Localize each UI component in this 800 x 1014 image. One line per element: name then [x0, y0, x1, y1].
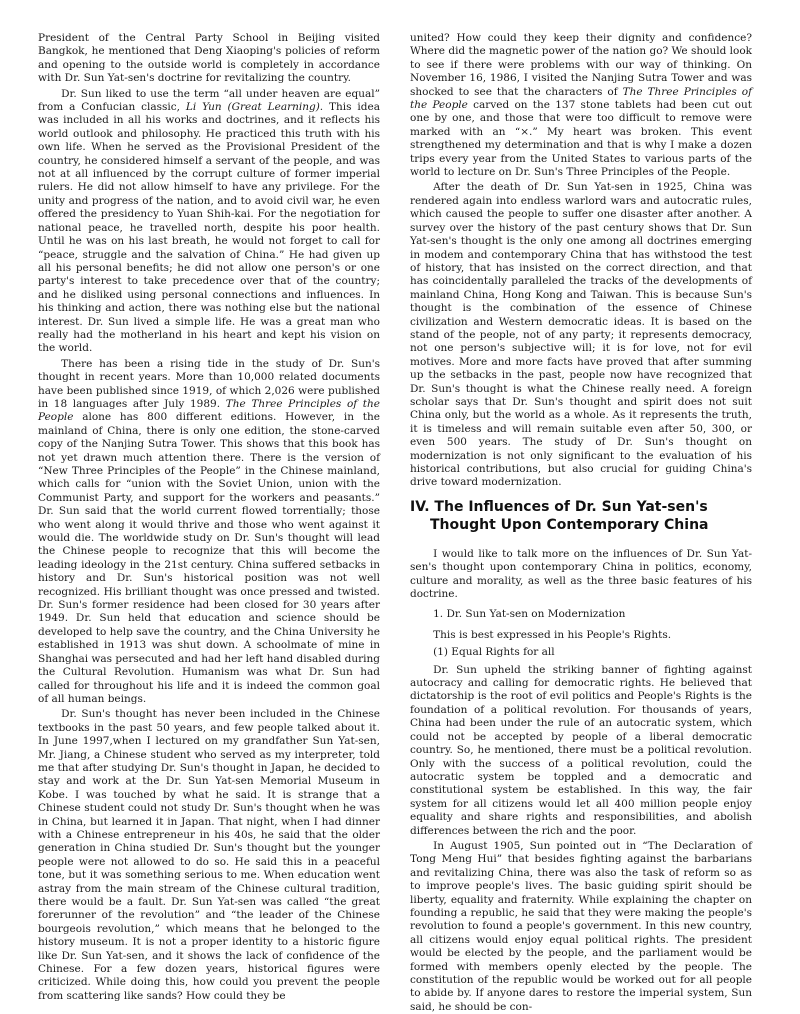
- left-column: [38, 32, 380, 1003]
- paragraph-text: Dr. Sun liked to use the term “all under heaven are equal” from a Confucian classic,: [38, 87, 380, 114]
- paragraph: In August 1905, Sun pointed out in “The Declaration of Tong Meng Hui” that besides fighting against the barbarians and revitalizing China, there was also the task of reform so as to improve people's lives. The basic guiding spirit should be liberty, equality and fraternity. While explaining the chapter on founding a republic, he said that they were making the people's revolution to found a people's government. In this new country, all citizens would enjoy equal political rights. The president would be elected by the people, and the parliament would be formed with members openly elected by the people. The constitution of the republic would be worked out for all people to abide by. If anyone dares to restore the imperial system, Sun said, he should be con-: [410, 839, 752, 1013]
- paragraph: Dr. Sun's thought has never been included in the Chinese textbooks in the past 50 years, and few people talked about it. In June 1997,when I lectured on my grandfather Sun Yat-sen, Mr. Jiang, a Chinese student who served as my interpreter, told me that after studying Dr. Sun's thought in Japan, he decided to stay and work at the Dr. Sun Yat-sen Memorial Museum in Kobe. I was touched by what he said. It is strange that a Chinese student could not study Dr. Sun's thought when he was in China, but learned it in Japan. That night, when I had dinner with a Chinese entrepreneur in his 40s, he said that the older generation in China studied Dr. Sun's thought but the younger people were not allowed to do so. He said this in a peaceful tone, but it was something serious to me. When education went astray from the main stream of the Chinese cultural tradition, there would be a fault. Dr. Sun Yat-sen was called “the great forerunner of the revolution” and “the leader of the Chinese bourgeois revolution,” which means that he belonged to the history museum. It is not a proper identity to a historic figure like Dr. Sun Yat-sen, and it shows the lack of confidence of the Chinese. For a few dozen years, historical figures were criticized. While doing this, how could you prevent the people from scattering like sands? How could they be: [38, 708, 380, 1002]
- paragraph: Dr. Sun upheld the striking banner of fighting against autocracy and calling for democratic rights. He believed that dictatorship is the root of evil politics and People's Rights is the foundation of a political revolution. For thousands of years, China had been under the rule of an autocratic system, which could not be accepted by people of a liberal democratic country. So, he mentioned, there must be a political revolution. Only with the success of a political revolution, could the autocratic system be toppled and a democratic and constitutional system be established. In this way, the fair system for all citizens would let all 400 million people enjoy equality and share rights and responsibilities, and abolish differences between the rich and the poor.: [410, 663, 752, 837]
- subsection-heading: 1. Dr. Sun Yat-sen on Modernization: [433, 608, 626, 621]
- paragraph-text: There has been a rising tide in the study of Dr. Sun's thought in recent years. More than 10,000 related documents have been published since 1919, of which 2,026 were published in 18 languages after July 1989.: [38, 357, 380, 410]
- paragraph: After the death of Dr. Sun Yat-sen in 1925, China was rendered again into endless warlord wars and autocratic rules, which caused the people to suffer one disaster after another. A survey over the history of the past century shows that Dr. Sun Yat-sen's thought is the only one among all doctrines emerging in modem and contemporary China that has withstood the test of history, that has insisted on the correct direction, and that has coincidentally paralleled the tracks of the developments of mainland China, Hong Kong and Taiwan. This is because Sun's thought is the combination of the essence of Chinese civilization and Western democratic ideas. It is based on the stand of the people, not of any party; it represents democracy, not one person's subjective will; it is for love, not for evil motives. More and more facts have proved that after summing up the setbacks in the past, people now have recognized that Dr. Sun's thought is what the Chinese really need. A foreign scholar says that Dr. Sun's thought and spirit does not suit China only, but the world as a whole. As it represents the truth, it is timeless and will remain suitable even after 50, 300, or even 500 years. The study of Dr. Sun's thought on modernization is not only significant to the evaluation of his historical contributions, but also crucial for guiding China's drive toward modernization.: [410, 181, 752, 489]
- right-column: [410, 32, 752, 1014]
- list-heading: (1) Equal Rights for all: [433, 646, 555, 659]
- paragraph: This is best expressed in his People's Rights.: [433, 628, 672, 641]
- paragraph-text: united? How could they keep their dignity and confidence? Where did the magnetic power of the nation go? We should look to see if there were problems with our way of thinking. On November 16, 1986, I visited the Nanjing Sutra Tower and was shocked to see that the characters of: [410, 32, 752, 98]
- paragraph: President of the Central Party School in Beijing visited Bangkok, he mentioned that Deng Xiaoping's policies of reform and opening to the outside world is completely in accordance with Dr. Sun Yat-sen's doctrine for revitalizing the country.: [38, 32, 380, 85]
- book-title: The Three Principles of the People: [410, 85, 752, 112]
- paragraph: [410, 32, 752, 179]
- paragraph-text: . This idea was included in all his works and doctrines, and it reflects his world outlook and philosophy. He practiced this truth with his own life. When he served as the Provisional President of the country, he considered himself a servant of the people, and was not at all influenced by the corrupt culture of former imperial rulers. He did not allow himself to have any privilege. For the unity and progress of the nation, and to avoid civil war, he even offered the presidency to Yuan Shih-kai. For the negotiation for national peace, he travelled north, despite his poor health. Until he was on his last breath, he would not forget to call for “peace, struggle and the salvation of China.” He had given up all his personal benefits; he did not allow one person's or one party's interest to take precedence over that of the country; and he disliked using personal connections and influences. In his thinking and action, there was nothing else but the national interest. Dr. Sun lived a simple life. He was a great man who really had the motherland in his heart and kept his vision on the world.: [38, 101, 380, 355]
- book-title: The Three Principles of the People: [38, 397, 380, 424]
- paragraph: I would like to talk more on the influences of Dr. Sun Yat-sen's thought upon contemporary China in politics, economy, culture and morality, as well as the three basic features of his doctrine.: [410, 547, 752, 601]
- section-heading: IV. The Influences of Dr. Sun Yat-sen's Thought Upon Contemporary China: [410, 498, 709, 533]
- paragraph-text: carved on the 137 stone tablets had been cut out one by one, and those that were too difficult to remove were marked with an “×.” My heart was broken. This event strengthened my determination and that is why I make a dozen trips every year from the United States to various parts of the world to lecture on Dr. Sun's Three Principles of the People.: [410, 99, 752, 179]
- paragraph: [38, 358, 380, 707]
- paragraph-text: alone has 800 different editions. However, in the mainland of China, there is only one edition, the stone-carved copy of the Nanjing Sutra Tower. This shows that this book has not yet drawn much attention there. There is the version of “New Three Principles of the People” in the Chinese mainland, which calls for “union with the Soviet Union, union with the Communist Party, and support for the workers and peasants.” Dr. Sun said that the world current flowed torrentially; those who went along it would thrive and those who went against it would die. The worldwide study on Dr. Sun's thought will lead the Chinese people to recognize that this will become the leading ideology in the 21st century. China suffered setbacks in history and Dr. Sun's historical position was not well recognized. His brilliant thought was once pressed and twisted. Dr. Sun's former residence had been closed for 30 years after 1949. Dr. Sun held that education and science should be developed to help save the country, and the China University he established in 1913 was shut down. A schoolmate of mine in Shanghai was persecuted and had her left hand disabled during the Cultural Revolution. Humanism was what Dr. Sun had called for throughout his life and it is indeed the common goal of all human beings.: [38, 411, 380, 705]
- paragraph: [38, 88, 380, 356]
- book-title: Li Yun (Great Learning): [185, 101, 320, 114]
